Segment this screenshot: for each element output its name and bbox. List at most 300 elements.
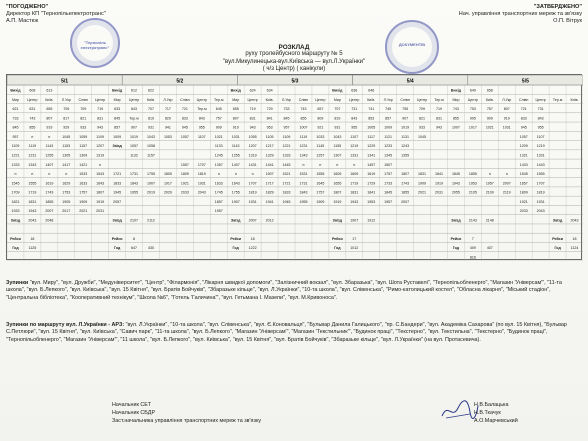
signatory-positions	[112, 401, 261, 425]
table-cell: 907	[402, 116, 409, 121]
table-cell: 1931	[197, 181, 206, 186]
table-cell: 909	[486, 116, 493, 121]
table-cell: 1357	[214, 162, 223, 167]
table-cell: 1031	[231, 134, 240, 139]
title-line-3: "вул.Микулинецька-вул.Київська — вул.Л.Українки"	[222, 58, 366, 65]
table-cell: 755	[402, 107, 409, 112]
table-cell: Мир	[232, 97, 240, 102]
table-cell: 631	[29, 107, 36, 112]
table-cell: 1057	[180, 134, 189, 139]
table-cell: 18	[572, 236, 577, 241]
table-cell: 853	[368, 116, 375, 121]
table-cell: 1145	[316, 144, 325, 149]
table-cell: 1745	[214, 190, 223, 195]
table-cell: 1629	[62, 181, 71, 186]
table-cell: 719	[249, 107, 256, 112]
table-cell: 1841	[435, 172, 443, 177]
table-cell: п	[65, 172, 68, 177]
table-cell: 1707	[536, 181, 545, 186]
table-cell: 1219	[350, 144, 359, 149]
table-cell: 957	[283, 125, 290, 130]
table-cell: Рейси	[552, 236, 563, 241]
table-cell: 1707	[248, 181, 257, 186]
table-cell: 1809	[519, 190, 528, 195]
table-cell: 1043	[147, 134, 155, 139]
table-cell: Київ.	[570, 97, 579, 102]
table-cell: 1857	[214, 199, 223, 204]
table-cell: Слівн	[78, 97, 88, 102]
table-cell: 1757	[316, 190, 325, 195]
table-cell: 1605	[333, 172, 342, 177]
approver-name: А.П. Мастюк	[6, 18, 39, 24]
table-cell: 919	[503, 116, 510, 121]
table-cell: 658	[486, 88, 493, 93]
table-cell: 1645	[316, 181, 325, 186]
table-cell: 622	[148, 88, 154, 93]
table-cell: 909	[215, 125, 222, 130]
table-cell: 731	[351, 107, 358, 112]
table-cell: 1609	[350, 172, 359, 177]
table-cell: Тер.м	[434, 97, 444, 102]
table-cell: 1819	[248, 190, 257, 195]
table-cell: Вихід	[450, 88, 461, 93]
table-cell: 1755	[231, 190, 240, 195]
table-cell: 1019	[401, 125, 410, 130]
table-cell: 18	[250, 236, 255, 241]
table-cell: Заїзд	[112, 218, 122, 223]
table-cell: 1909	[316, 199, 325, 204]
table-cell: 741	[368, 107, 375, 112]
table-cell: 1917	[163, 181, 172, 186]
table-cell: 1107	[536, 134, 545, 139]
table-cell: 1009	[384, 125, 393, 130]
table-cell: 1243	[401, 144, 410, 149]
table-cell: 1209	[519, 144, 528, 149]
table-cell: 1829	[265, 190, 274, 195]
table-cell: Тер.м	[552, 97, 563, 102]
table-cell: 1545	[519, 172, 528, 177]
table-cell: 907	[131, 125, 138, 130]
table-cell: 1207	[248, 144, 257, 149]
table-cell: 1107	[350, 134, 359, 139]
table-cell: 1007	[451, 125, 460, 130]
table-cell: Центр	[467, 97, 479, 102]
table-cell: 407	[486, 246, 493, 251]
table-cell: 807	[46, 116, 53, 121]
table-cell: 943	[97, 125, 104, 130]
table-cell: 1443	[536, 162, 545, 167]
block-label: 5/4	[406, 78, 414, 85]
table-cell: 2043	[28, 218, 37, 223]
table-cell: 743	[452, 107, 459, 112]
table-cell: 1045	[418, 134, 427, 139]
table-cell: п	[336, 162, 339, 167]
table-cell: 1919	[333, 199, 342, 204]
table-cell: Л.Укр	[383, 97, 393, 102]
table-cell: 816	[469, 255, 476, 260]
table-cell: 8	[133, 236, 136, 241]
table-cell: 1643	[96, 181, 105, 186]
table-cell: 633	[114, 107, 121, 112]
table-cell: 18	[30, 236, 35, 241]
table-cell: 1719	[350, 181, 359, 186]
table-cell: 743	[300, 107, 307, 112]
table-cell: 645	[215, 107, 222, 112]
table-cell: 833	[181, 116, 188, 121]
table-cell: 933	[80, 125, 87, 130]
signatory-name-3: А.О.Марчевський	[474, 418, 518, 424]
table-cell: 1619	[45, 181, 54, 186]
title-line-1: РОЗКЛАД	[278, 44, 310, 51]
table-cell: 1945	[113, 190, 122, 195]
table-cell: 953	[266, 125, 273, 130]
table-cell: 1953	[468, 181, 477, 186]
table-cell: 733	[12, 116, 19, 121]
table-cell: 807	[503, 107, 510, 112]
table-cell: 729	[266, 107, 273, 112]
table-cell: 1045	[62, 134, 71, 139]
table-cell: 1831	[350, 190, 359, 195]
stops-text: "вул. Миру", "вул. Дружби", "Медуніверситет", "Центр", "Філармонія", "Лікарня швидкої допомоги", "Залізничний вокзал", "вул. Збаразька", "вул. Шота Руставелі", "Тернопільобленерго", "Магазин 'Універсам'", "11-та школа", "вул. Б.Лепкого", "вул. Київська", "вул. 15 Квітня", "вул. Братів Бойчуків", "Збаразьке кільце", "вул. Л.Українки", "10-та школа", "вул. Слівенська", "Римо-католицький костел", "Обласна лікарня", "Міський стадіон", "Центральна бібліотека", "Кооперативний технікум", "Школа №6", "Готель 'Галичина'", "вул. Гетьмана І. Мазепи", "вул. М.Кривоноса".	[6, 280, 562, 301]
table-cell: 957	[12, 134, 19, 139]
table-cell: 7	[471, 236, 474, 241]
table-cell: 733	[283, 107, 290, 112]
table-cell: 843	[198, 116, 205, 121]
table-cell: 2043	[197, 190, 206, 195]
table-cell: 2119	[502, 190, 511, 195]
table-cell: 943	[249, 125, 256, 130]
table-cell: Год	[113, 246, 121, 251]
table-cell: 1931	[248, 199, 257, 204]
table-cell: 624	[249, 88, 256, 93]
table-cell: п	[31, 134, 34, 139]
signatory-name-1: Н.В.Балацька	[474, 402, 509, 408]
table-cell: 855	[29, 125, 36, 130]
table-cell: 17	[352, 236, 357, 241]
table-cell: Год	[232, 246, 239, 251]
table-cell: 845	[283, 116, 290, 121]
table-cell: 757	[215, 116, 222, 121]
table-cell: п	[319, 162, 322, 167]
table-cell: 1657	[519, 181, 528, 186]
table-cell: 1007	[299, 125, 308, 130]
table-cell: 931	[148, 125, 154, 130]
table-cell: Вихід	[332, 88, 343, 93]
table-cell: п	[99, 162, 102, 167]
table-cell: 1919	[435, 181, 443, 186]
table-cell: Вихід	[112, 88, 123, 93]
table-cell: 821	[80, 116, 87, 121]
table-cell: 2112	[147, 218, 155, 223]
table-cell: 1907	[231, 199, 240, 204]
table-cell: 1255	[45, 153, 54, 158]
table-cell: Вихід	[10, 88, 21, 93]
table-cell: 1331	[350, 153, 359, 158]
table-cell: п	[488, 172, 491, 177]
table-cell: 1521	[282, 172, 291, 177]
table-cell: п	[48, 172, 51, 177]
table-cell: 655	[232, 107, 239, 112]
table-cell: 1907	[147, 181, 155, 186]
table-cell: п	[234, 172, 237, 177]
table-cell: 941	[164, 125, 171, 130]
table-cell: 612	[131, 88, 138, 93]
table-cell: 831	[249, 116, 256, 121]
table-cell: 705	[63, 107, 70, 112]
table-cell: Центр	[95, 97, 106, 102]
table-cell: 1755	[147, 172, 155, 177]
table-cell: 1407	[231, 162, 240, 167]
table-cell: Рейси	[450, 236, 462, 241]
table-cell: 1033	[316, 134, 325, 139]
table-cell: 955	[351, 125, 358, 130]
approval-block-right	[459, 4, 582, 25]
stamp-left-text: "Тернопіль електротранс"	[80, 40, 110, 50]
table-cell: 1855	[45, 199, 54, 204]
table-cell: 841	[266, 116, 273, 121]
table-cell: 943	[436, 125, 442, 130]
table-cell: 1457	[367, 162, 376, 167]
table-cell: 1733	[384, 181, 393, 186]
table-cell: 1019	[130, 134, 139, 139]
table-cell: 1619	[367, 172, 376, 177]
table-cell: 1055	[248, 134, 257, 139]
table-cell: 1143	[45, 144, 54, 149]
table-cell: 1717	[265, 181, 274, 186]
table-cell: 721	[520, 107, 527, 112]
table-cell: 1333	[11, 162, 20, 167]
table-cell: 1743	[45, 190, 54, 195]
table-cell: 745	[385, 107, 392, 112]
table-cell: 1058	[147, 144, 155, 149]
table-cell: 1309	[79, 153, 88, 158]
table-cell: 831	[97, 116, 104, 121]
table-cell: 634	[266, 88, 273, 93]
table-cell: 1057	[130, 144, 139, 149]
table-cell: 1257	[316, 153, 325, 158]
table-cell: 1407	[45, 162, 54, 167]
table-cell: 2148	[485, 218, 494, 223]
table-cell: Год	[554, 246, 561, 251]
table-cell: Л.Укр	[281, 97, 292, 102]
stops-list-route-2	[6, 322, 582, 344]
confirmed-label: "ЗАТВЕРДЖЕНО"	[533, 4, 582, 10]
table-cell: 1233	[384, 144, 393, 149]
table-cell: 1533	[79, 172, 88, 177]
table-cell: Центр	[196, 97, 207, 102]
table-cell: 649	[469, 88, 476, 93]
table-cell: 1059	[79, 134, 88, 139]
table-cell: 2033	[519, 209, 528, 214]
table-cell: 1833	[113, 181, 122, 186]
table-cell: 919	[232, 125, 239, 130]
table-cell: Рейси	[111, 236, 123, 241]
table-cell: 817	[63, 116, 70, 121]
table-cell: 1743	[401, 181, 410, 186]
table-cell: 1421	[79, 162, 88, 167]
table-cell: 1933	[11, 209, 20, 214]
signatory-names	[474, 401, 518, 425]
table-cell: Заїзд	[112, 144, 122, 149]
table-cell: 1305	[62, 153, 71, 158]
table-cell: Центр	[416, 97, 428, 102]
table-cell: 1943	[451, 181, 460, 186]
table-cell: 1729	[367, 181, 376, 186]
table-cell: 409	[469, 246, 476, 251]
table-cell: 819	[148, 116, 154, 121]
table-cell: 709	[80, 107, 87, 112]
table-cell: 843	[537, 116, 544, 121]
signatory-position-3: Заст.начальника управління транспортних мереж та зв'язку	[112, 418, 262, 424]
table-cell: 430	[148, 246, 154, 251]
table-cell: 721	[181, 107, 188, 112]
title-line-4: ( ч/з Центр) ( канікули)	[262, 66, 326, 73]
table-cell: 1819	[197, 172, 206, 177]
table-cell: 1943	[350, 199, 359, 204]
table-cell: 819	[334, 116, 341, 121]
table-cell: 1109	[96, 134, 105, 139]
table-cell: Тер.м	[197, 107, 207, 112]
table-cell: 1119	[299, 134, 308, 139]
table-cell: Тер.м	[214, 97, 224, 102]
stops-list	[6, 280, 582, 302]
table-cell: 1555	[316, 172, 325, 177]
table-cell: 1731	[299, 181, 308, 186]
table-cell: 1507	[384, 162, 393, 167]
table-cell: Слівн	[519, 97, 529, 102]
table-cell: Заїзд	[332, 218, 343, 223]
table-cell: 1955	[299, 199, 308, 204]
table-cell: 955	[198, 125, 205, 130]
table-cell: 2105	[468, 190, 477, 195]
table-cell: 1021	[214, 134, 223, 139]
table-cell: 1709	[11, 190, 20, 195]
table-cell: 1905	[62, 199, 71, 204]
confirmer-position: Нач. управління транспортних мереж та зв'язку	[458, 11, 582, 17]
table-cell: 1907	[350, 218, 359, 223]
document-title	[140, 44, 448, 74]
table-cell: 1157	[79, 144, 88, 149]
table-cell: Л.Укр	[163, 97, 173, 102]
table-cell: Заїзд	[552, 218, 563, 223]
table-cell: Київ.	[485, 97, 494, 102]
table-cell: 1931	[536, 199, 545, 204]
table-cell: 931	[334, 125, 341, 130]
table-cell: Київ.	[367, 97, 376, 102]
table-cell: 855	[452, 116, 459, 121]
table-cell: 1132	[130, 153, 138, 158]
table-cell: 1119	[28, 144, 37, 149]
table-cell: 843	[351, 116, 358, 121]
table-cell: 1841	[367, 190, 376, 195]
table-cell: 2043	[570, 218, 579, 223]
table-cell: п	[353, 162, 356, 167]
table-cell: 1319	[96, 153, 105, 158]
table-cell: 1545	[11, 181, 20, 186]
table-cell: 707	[334, 107, 341, 112]
table-cell: 1845	[451, 172, 460, 177]
table-cell: 1109	[282, 134, 291, 139]
table-cell: Заїзд	[10, 218, 21, 223]
table-cell: 621	[12, 107, 19, 112]
table-cell: 1009	[113, 134, 122, 139]
approved-label: "ПОГОДЖЕНО"	[6, 4, 49, 10]
table-cell: 921	[317, 125, 324, 130]
table-cell: 1433	[519, 162, 528, 167]
table-cell: 1219	[536, 144, 545, 149]
table-cell: 1843	[299, 190, 308, 195]
table-cell: 1155	[333, 144, 342, 149]
table-cell: Слівн	[400, 97, 410, 102]
table-cell: 1807	[96, 190, 105, 195]
table-cell: 1721	[282, 181, 291, 186]
table-cell: 2109	[485, 190, 494, 195]
table-cell: Рейси	[10, 236, 21, 241]
confirmer-name: О.П. Вітрук	[553, 18, 582, 24]
table-cell: 1021	[485, 125, 494, 130]
table-cell: 1731	[130, 172, 139, 177]
table-cell: п	[217, 172, 220, 177]
table-cell: 1807	[401, 172, 410, 177]
table-cell: Слівн	[298, 97, 309, 102]
table-cell: Центр	[349, 97, 360, 102]
table-cell: 1943	[28, 209, 37, 214]
table-cell: 1833	[282, 190, 291, 195]
table-cell: Год	[334, 246, 341, 251]
table-cell: Мир	[113, 97, 121, 102]
table-cell: 2057	[113, 199, 122, 204]
table-cell: Л.Укр	[502, 97, 512, 102]
table-cell: 1719	[28, 190, 37, 195]
table-cell: 707	[148, 107, 154, 112]
table-cell: Слівн	[180, 97, 190, 102]
table-cell: п	[251, 172, 254, 177]
table-cell: 1919	[96, 199, 105, 204]
table-cell: 1855	[401, 190, 410, 195]
table-cell: 2021	[418, 190, 427, 195]
table-cell: 1231	[299, 144, 308, 149]
table-cell: 857	[114, 125, 121, 130]
table-cell: 731	[537, 107, 544, 112]
table-cell: 929	[63, 125, 70, 130]
table-cell: 1843	[130, 181, 139, 186]
table-cell: 1319	[248, 153, 257, 158]
signatory-position-1: Начальник СЕТ	[112, 402, 152, 408]
table-cell: 2007	[502, 181, 511, 186]
table-cell: 1133	[214, 144, 223, 149]
table-cell: 1221	[11, 153, 20, 158]
table-cell: 1921	[519, 199, 528, 204]
table-cell: 1031	[502, 125, 511, 130]
table-cell: 1957	[214, 209, 223, 214]
schedule-grid	[7, 75, 583, 261]
table-cell: 1445	[282, 162, 291, 167]
table-cell: Тер.м	[129, 116, 139, 121]
table-cell: 1053	[163, 134, 172, 139]
table-cell: 1121	[384, 134, 393, 139]
block-label: 5/5	[521, 78, 529, 85]
signatory-position-2: Начальник СБДР	[112, 410, 156, 416]
table-cell: 1819	[536, 190, 545, 195]
table-cell: 2048	[45, 218, 54, 223]
table-cell: 1721	[113, 172, 122, 177]
stamp-right-text: ДОКУМЕНТІВ	[398, 42, 426, 47]
table-cell: 1107	[197, 134, 206, 139]
table-cell: 1143	[231, 144, 240, 149]
table-cell: 1921	[180, 181, 189, 186]
table-cell: 1753	[62, 190, 71, 195]
table-cell: 829	[164, 116, 171, 121]
